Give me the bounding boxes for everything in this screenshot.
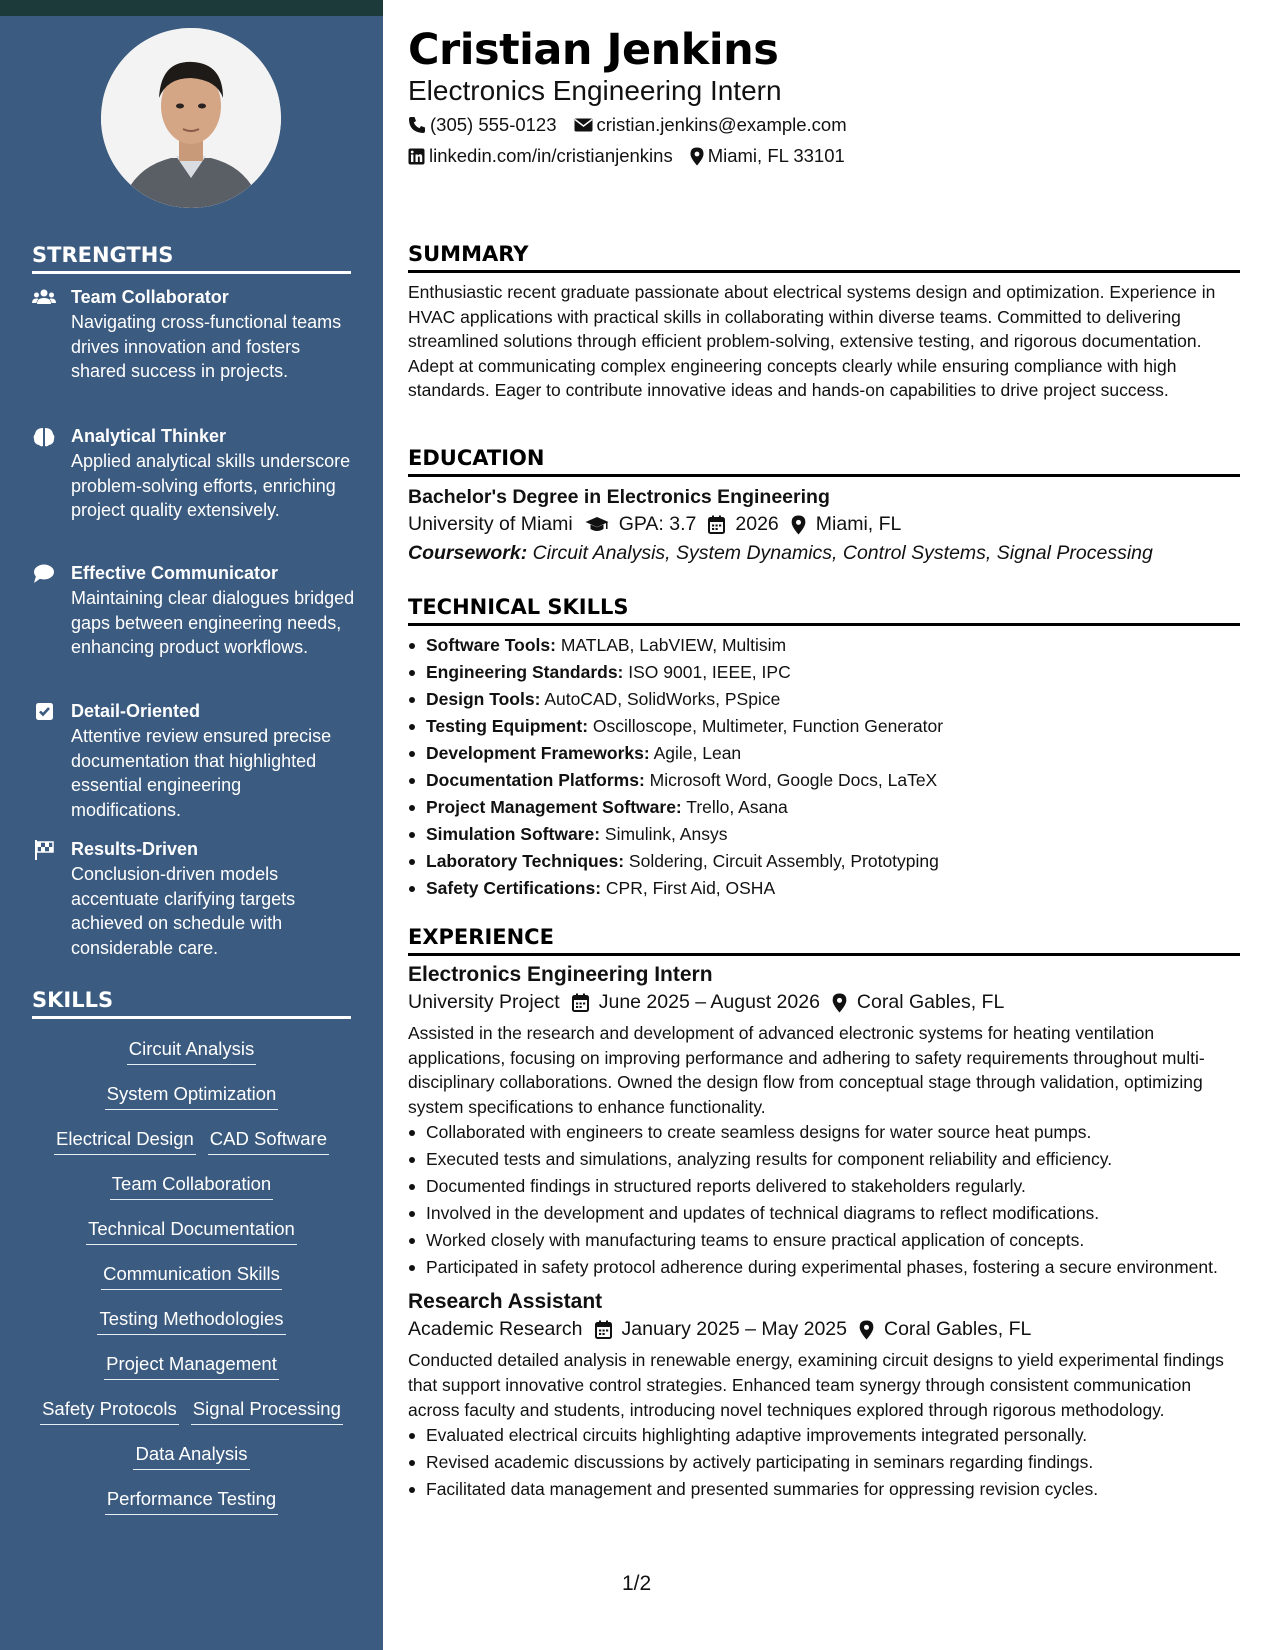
contact-line-1 xyxy=(408,114,864,136)
list-item xyxy=(408,767,1240,794)
experience-section xyxy=(408,925,1240,1504)
job-location: Coral Gables, FL xyxy=(856,991,1005,1013)
skills-heading: SKILLS xyxy=(32,988,351,1019)
skill-row xyxy=(32,1353,351,1380)
skill-tag: CAD Software xyxy=(208,1128,329,1155)
skill-tag: Performance Testing xyxy=(105,1488,278,1515)
experience-heading: EXPERIENCE xyxy=(408,925,1240,956)
skill-value: Microsoft Word, Google Docs, LaTeX xyxy=(649,770,938,790)
job-location: Coral Gables, FL xyxy=(884,1318,1032,1341)
list-item: Involved in the development and updates of technical diagrams to reflect modifications. xyxy=(408,1201,1240,1226)
skill-tag: Signal Processing xyxy=(191,1398,343,1425)
gpa-text: GPA: 3.7 xyxy=(618,513,697,535)
list-item xyxy=(408,740,1240,767)
skill-tag: Technical Documentation xyxy=(86,1218,297,1245)
skill-tag: Safety Protocols xyxy=(40,1398,179,1425)
skill-tag: Data Analysis xyxy=(133,1443,249,1470)
calendar-icon xyxy=(595,1320,612,1339)
job-title: Electronics Engineering Intern xyxy=(408,963,713,986)
skill-label: Project Management Software: xyxy=(426,797,682,817)
technical-skills-list xyxy=(408,632,1240,902)
skill-value: Trello, Asana xyxy=(686,797,788,817)
skill-label: Simulation Software: xyxy=(426,824,601,844)
strength-title: Detail-Oriented xyxy=(71,701,201,721)
education-meta xyxy=(408,513,1240,536)
strengths-heading: STRENGTHS xyxy=(32,243,351,274)
list-item: Facilitated data management and presented summaries for oppressing revision cycles. xyxy=(408,1477,1240,1502)
skill-row xyxy=(32,1128,351,1155)
job-org: University Project xyxy=(408,991,560,1013)
list-item xyxy=(408,875,1240,902)
users-icon xyxy=(32,287,56,309)
checkered-flag-icon xyxy=(32,839,56,861)
skill-value: Simulink, Ansys xyxy=(604,824,728,844)
strength-description: Conclusion-driven models accentuate clarifying targets achieved on schedule with considerable care. xyxy=(71,864,296,958)
email-contact[interactable] xyxy=(574,114,847,136)
sidebar xyxy=(0,16,383,1650)
list-item: Revised academic discussions by actively participating in seminars regarding findings. xyxy=(408,1450,1240,1475)
strength-title: Team Collaborator xyxy=(71,287,229,307)
list-item: Worked closely with manufacturing teams to ensure practical application of concepts. xyxy=(408,1228,1240,1253)
skill-row xyxy=(32,1308,351,1335)
skill-tag: Communication Skills xyxy=(101,1263,282,1290)
job-dates: January 2025 – May 2025 xyxy=(621,1318,847,1341)
strength-title: Results-Driven xyxy=(71,839,199,859)
profile-photo xyxy=(101,28,281,208)
summary-heading: SUMMARY xyxy=(408,242,1240,273)
education-heading: EDUCATION xyxy=(408,446,1240,477)
skill-label: Documentation Platforms: xyxy=(426,770,645,790)
job-summary: Conducted detailed analysis in renewable energy, examining circuit designs to yield experimental findings that support innovative control strategies. Enhanced team synergy through consistent communication across faculty and students, introducing novel techniques explored through rigorous methodology. xyxy=(408,1350,1224,1420)
list-item: Executed tests and simulations, analyzing results for component reliability and efficiency. xyxy=(408,1147,1240,1172)
skill-tag: Project Management xyxy=(104,1353,279,1380)
skill-label: Testing Equipment: xyxy=(426,716,589,736)
job-title: Research Assistant xyxy=(408,1290,603,1314)
list-item: Documented findings in structured reports delivered to stakeholders regularly. xyxy=(408,1174,1240,1199)
skill-tag: Testing Methodologies xyxy=(97,1308,285,1335)
skill-row xyxy=(32,1083,351,1110)
sidebar-top-band xyxy=(0,0,383,16)
summary-section xyxy=(408,242,1240,403)
candidate-name: Cristian Jenkins xyxy=(408,25,779,75)
linkedin-contact[interactable] xyxy=(408,145,673,167)
skill-value: Soldering, Circuit Assembly, Prototyping xyxy=(628,851,939,871)
job-entry xyxy=(408,1290,1240,1501)
candidate-title: Electronics Engineering Intern xyxy=(408,75,782,106)
skill-label: Development Frameworks: xyxy=(426,743,650,763)
skill-row xyxy=(32,1488,351,1515)
list-item xyxy=(408,713,1240,740)
strength-title: Effective Communicator xyxy=(71,563,279,583)
list-item xyxy=(408,848,1240,875)
job-org: Academic Research xyxy=(408,1318,583,1341)
map-pin-icon xyxy=(791,515,806,535)
skill-label: Laboratory Techniques: xyxy=(426,851,625,871)
phone-icon xyxy=(408,116,426,134)
school-location: Miami, FL xyxy=(815,513,902,535)
skill-tag: Circuit Analysis xyxy=(127,1038,256,1065)
linkedin-text: linkedin.com/in/cristianjenkins xyxy=(429,145,673,166)
technical-skills-section xyxy=(408,595,1240,902)
skill-row xyxy=(32,1398,351,1425)
list-item xyxy=(408,794,1240,821)
strength-description: Navigating cross-functional teams drives innovation and fosters shared success in projects. xyxy=(71,312,342,381)
skill-label: Safety Certifications: xyxy=(426,878,602,898)
calendar-icon xyxy=(572,993,589,1012)
skill-tag: System Optimization xyxy=(105,1083,279,1110)
skill-value: MATLAB, LabVIEW, Multisim xyxy=(560,635,787,655)
contact-line-2 xyxy=(408,145,862,167)
strengths-section xyxy=(32,243,355,958)
job-bullets xyxy=(408,1120,1240,1279)
phone-contact[interactable] xyxy=(408,114,557,136)
coursework-list: Circuit Analysis, System Dynamics, Control Systems, Signal Processing xyxy=(532,542,1153,564)
strength-title: Analytical Thinker xyxy=(71,426,227,446)
skill-value: AutoCAD, SolidWorks, PSpice xyxy=(544,689,781,709)
skill-row xyxy=(32,1173,351,1200)
job-bullets xyxy=(408,1423,1240,1501)
strength-description: Attentive review ensured precise documentation that highlighted essential engineering modifications. xyxy=(71,726,332,820)
list-item xyxy=(408,659,1240,686)
map-pin-icon xyxy=(832,993,847,1013)
education-section xyxy=(408,446,1240,565)
skill-row xyxy=(32,1263,351,1290)
page-number: 1/2 xyxy=(622,1572,652,1595)
strength-description: Applied analytical skills underscore problem-solving efforts, enriching project quality extensively. xyxy=(71,451,351,520)
summary-text: Enthusiastic recent graduate passionate about electrical systems design and optimization. Experience in HVAC applications with practical skills in collaborating within diverse teams. Committed to delivering streamlined solutions through efficient problem-solving, extensive testing, and rigorous documentation. Adept at communicating complex engineering concepts clearly while ensuring compliance with high standards. Eager to contribute innovative ideas and hands-on capabilities to drive project success. xyxy=(408,282,1216,401)
technical-skills-heading: TECHNICAL SKILLS xyxy=(408,595,1240,626)
envelope-icon xyxy=(574,117,593,133)
speech-bubble-icon xyxy=(32,563,56,585)
strength-description: Maintaining clear dialogues bridged gaps between engineering needs, enhancing product workflows. xyxy=(71,588,355,657)
map-pin-icon xyxy=(690,147,704,166)
phone-text: (305) 555-0123 xyxy=(430,114,557,135)
skills-section xyxy=(32,988,351,1509)
coursework-label: Coursework: xyxy=(408,542,528,564)
skill-label: Software Tools: xyxy=(426,635,556,655)
coursework-line xyxy=(408,542,1240,565)
graduation-cap-icon xyxy=(585,516,609,534)
skill-label: Design Tools: xyxy=(426,689,541,709)
skill-tag: Electrical Design xyxy=(54,1128,196,1155)
skill-row xyxy=(32,1218,351,1245)
location-text: Miami, FL 33101 xyxy=(707,145,845,166)
skill-row xyxy=(32,1443,351,1470)
email-text: cristian.jenkins@example.com xyxy=(596,114,847,135)
job-summary: Assisted in the research and development of advanced electronic systems for heating ventilation applications, focusing on improving performance and adhering to safety requirements throughout multi-disciplinary collaborations. Owned the design flow from conceptual stage through validation, optimizing system specifications to enhance functionality. xyxy=(408,1023,1205,1117)
list-item xyxy=(408,686,1240,713)
job-meta xyxy=(408,1318,1240,1341)
list-item: Participated in safety protocol adherence during experimental phases, fostering a secure environment. xyxy=(408,1255,1240,1280)
degree-name: Bachelor's Degree in Electronics Engineering xyxy=(408,486,830,508)
job-entry xyxy=(408,963,1240,1279)
list-item: Evaluated electrical circuits highlighting adaptive improvements integrated personally. xyxy=(408,1423,1240,1448)
skill-tag: Team Collaboration xyxy=(110,1173,273,1200)
checkbox-icon xyxy=(32,701,56,723)
skill-value: Oscilloscope, Multimeter, Function Generator xyxy=(592,716,944,736)
school-name: University of Miami xyxy=(408,513,573,535)
skill-value: ISO 9001, IEEE, IPC xyxy=(628,662,791,682)
job-dates: June 2025 – August 2026 xyxy=(598,991,820,1013)
skill-value: Agile, Lean xyxy=(653,743,742,763)
map-pin-icon xyxy=(859,1320,874,1340)
location-contact xyxy=(690,145,845,167)
skill-label: Engineering Standards: xyxy=(426,662,624,682)
calendar-icon xyxy=(708,515,725,534)
brain-icon xyxy=(32,426,56,448)
job-meta xyxy=(408,991,1240,1014)
list-item: Collaborated with engineers to create seamless designs for water source heat pumps. xyxy=(408,1120,1240,1145)
linkedin-icon xyxy=(408,148,425,165)
skill-value: CPR, First Aid, OSHA xyxy=(605,878,776,898)
graduation-year: 2026 xyxy=(735,513,779,535)
list-item xyxy=(408,632,1240,659)
skill-row xyxy=(32,1038,351,1065)
list-item xyxy=(408,821,1240,848)
